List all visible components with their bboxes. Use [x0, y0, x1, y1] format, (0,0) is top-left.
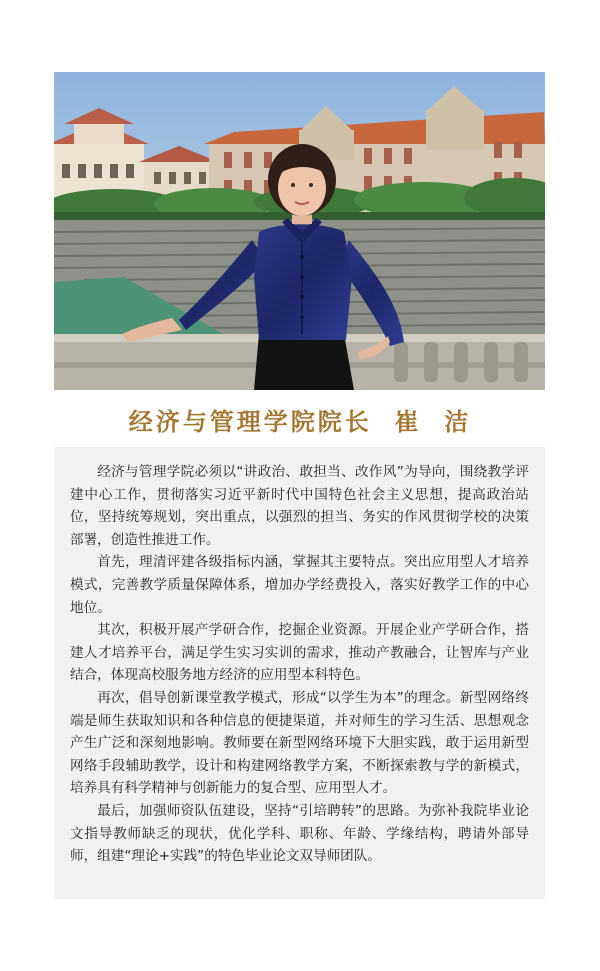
paragraph-4: 再次，倡导创新课堂教学模式，形成“以学生为本”的理念。新型网络终端是师生获取知识和各种信息的便捷渠道，并对师生的学习生活、思想观念产生广泛和深刻地影响。教师要在新型网络环境下大胆实践，敢于运用新型网络手段辅助教学，设计和构建网络教学方案，不断探索教与学的新模式，培养具有科学精神与创新能力的复合型、应用型人才。: [70, 689, 529, 797]
portrait-photo: [54, 72, 545, 390]
page-title: 经济与管理学院院长 崔 洁: [128, 407, 472, 436]
article-body: [54, 447, 545, 899]
paragraph-5: 最后，加强师资队伍建设，坚持“引培聘转”的思路。为弥补我院毕业论文指导教师缺乏的现状，优化学科、职称、年龄、学缘结构，聘请外部导师，组建“理论+实践”的特色毕业论文双导师团队。: [70, 802, 529, 865]
paragraph-3: 其次，积极开展产学研合作，挖掘企业资源。开展企业产学研合作，搭建人才培养平台，满足学生实习实训的需求，推动产教融合，让智库与产业结合，体现高校服务地方经济的应用型本科特色。: [70, 622, 529, 684]
paragraph-2: 首先，理清评建各级指标内涵，掌握其主要特点。突出应用型人才培养模式，完善教学质量保障体系，增加办学经费投入，落实好教学工作的中心地位。: [70, 554, 529, 616]
paragraph-1: 经济与管理学院必须以“讲政治、敢担当、改作风”为导向，围绕教学评建中心工作，贯彻落实习近平新时代中国特色社会主义思想，提高政治站位，坚持统筹规划，突出重点，以强烈的担当、务实的作风贯彻学校的决策部署，创造性推进工作。: [70, 464, 529, 548]
